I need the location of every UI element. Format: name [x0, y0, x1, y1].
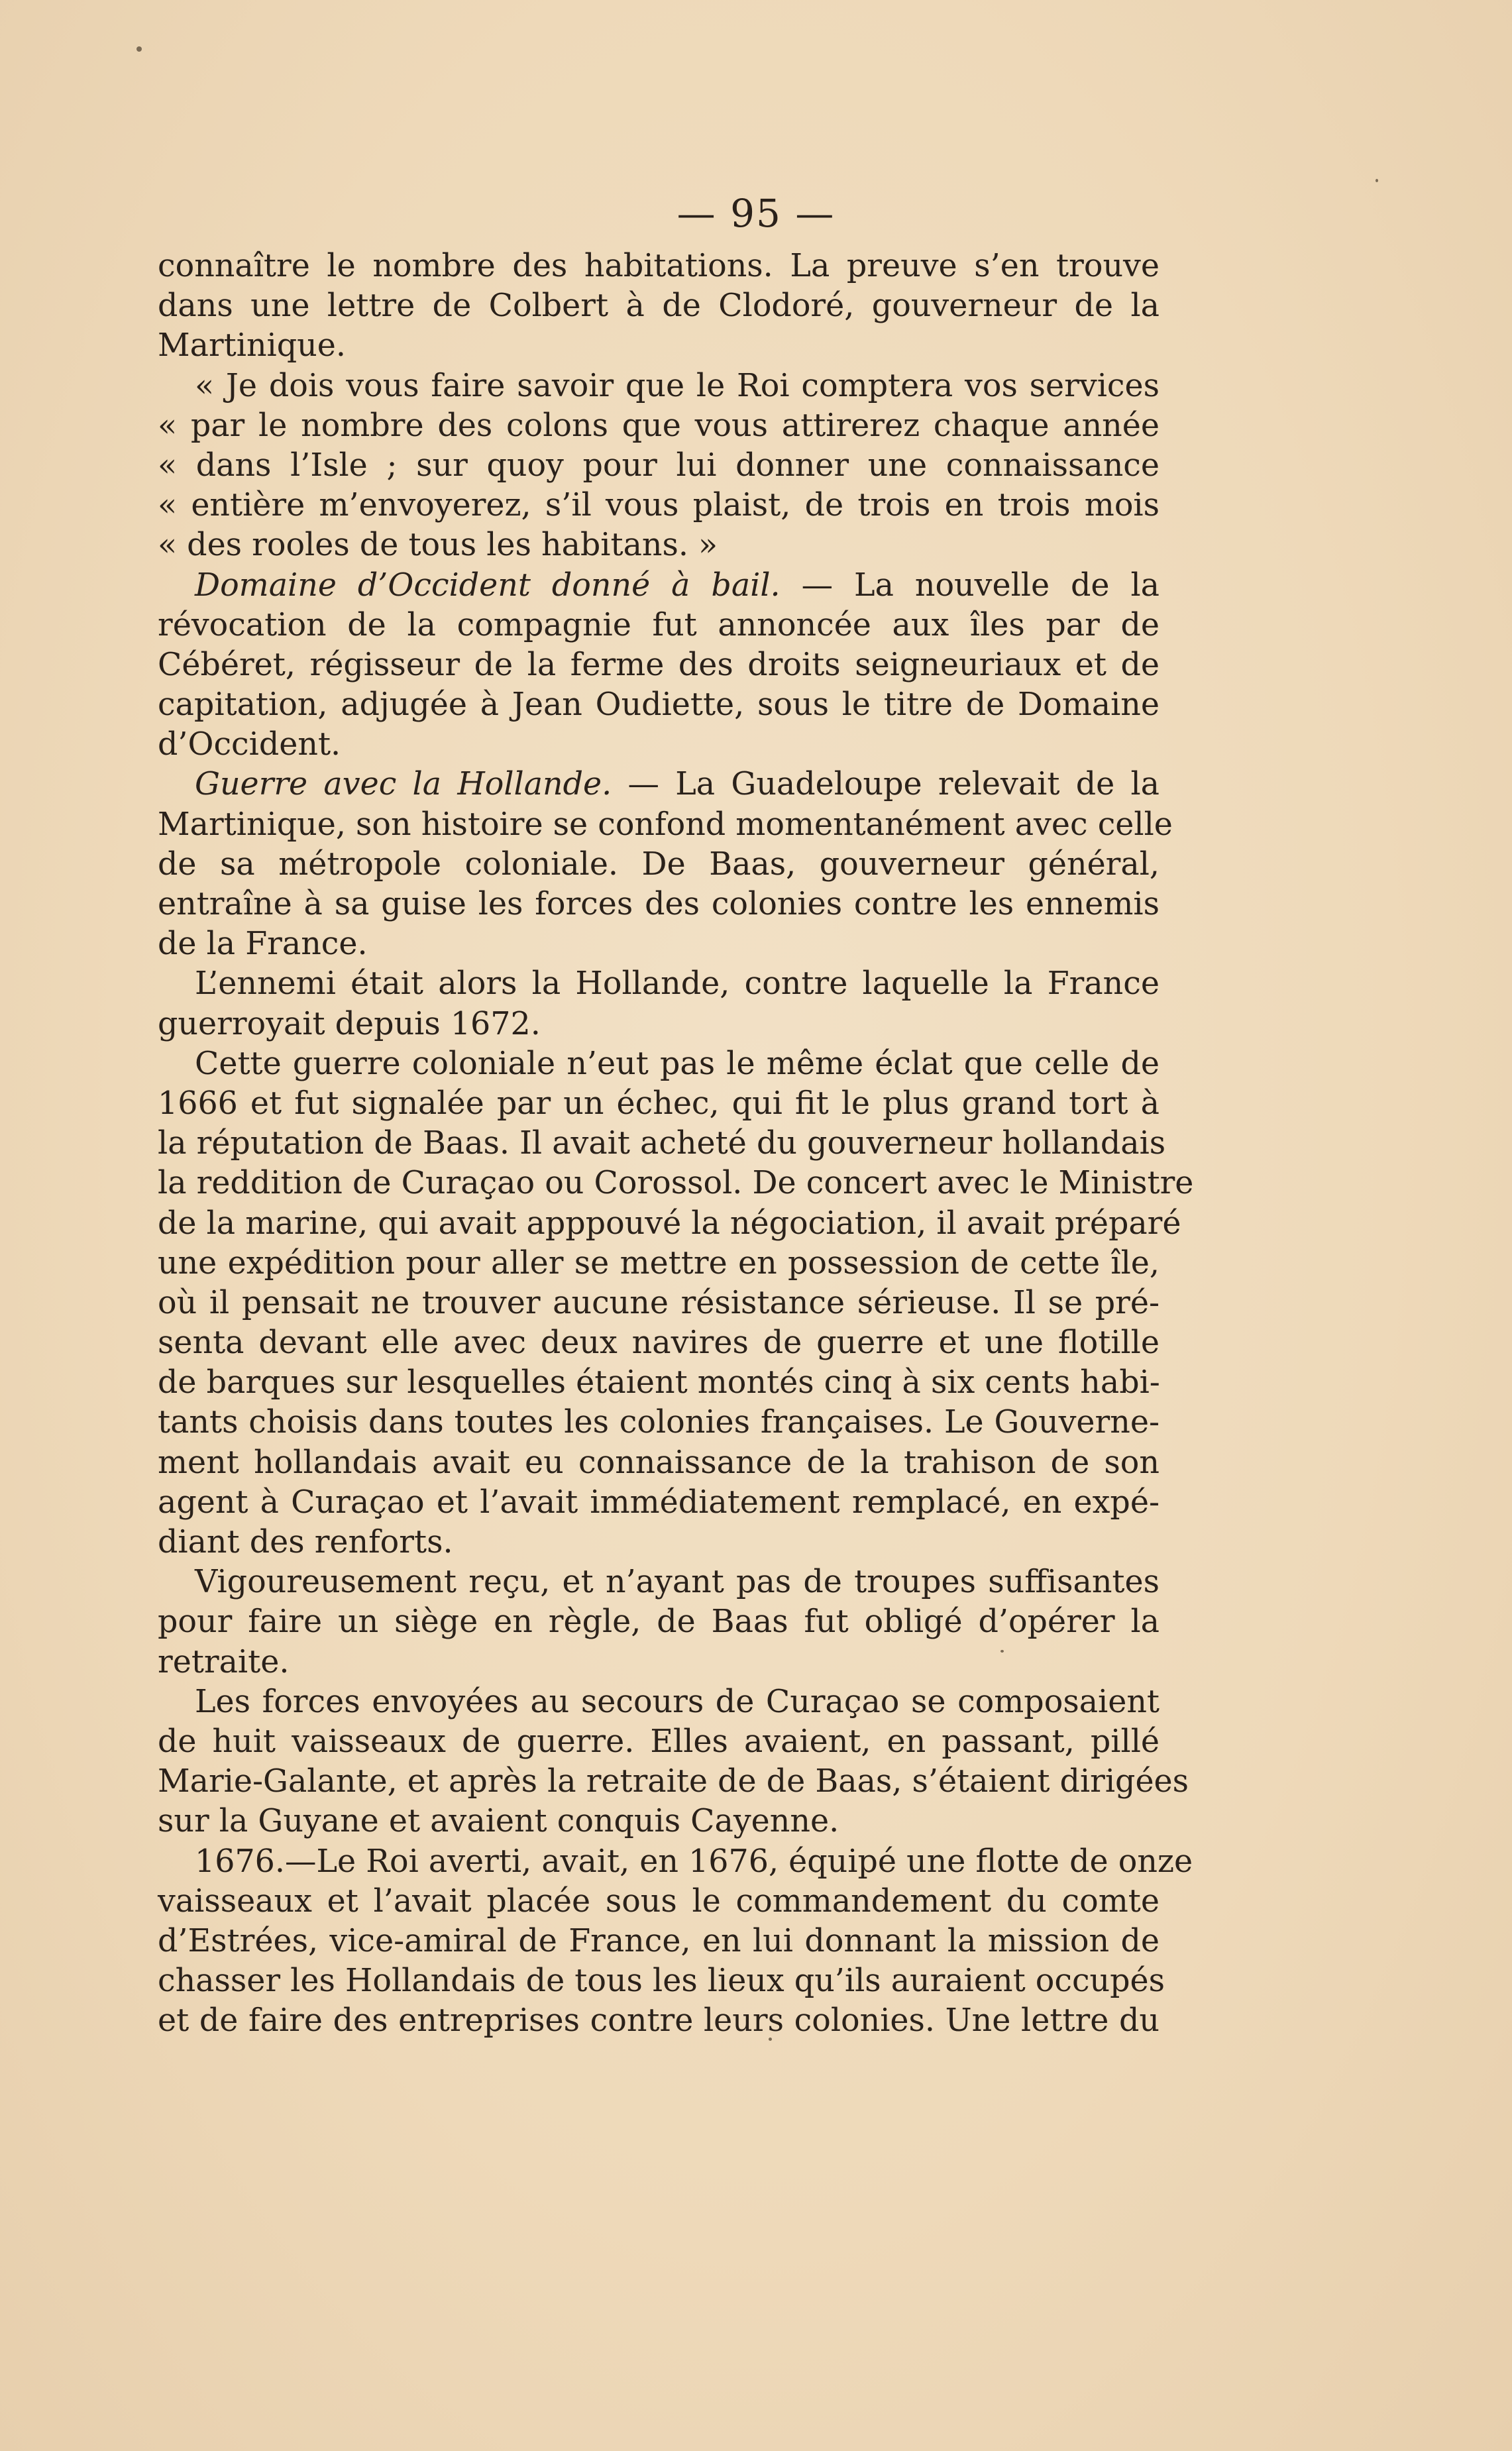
- text-line: [158, 366, 1160, 406]
- text-line: [158, 964, 1160, 1004]
- text-line: [158, 1124, 1166, 1164]
- text-line: [158, 2001, 1160, 2041]
- text-line: [158, 1005, 1160, 1044]
- line-text: de huit vaisseaux de guerre. Elles avaient, en passant, pillé: [158, 1723, 1160, 1760]
- text-line: [158, 446, 1160, 486]
- line-text: « des rooles de tous les habitans. »: [158, 527, 718, 564]
- line-text: la réputation de Baas. Il avait acheté du gouverneur hollandais: [158, 1125, 1166, 1162]
- text-line: [158, 765, 1160, 804]
- line-text: guerroyait depuis 1672.: [158, 1005, 541, 1042]
- line-text: Martinique.: [158, 327, 346, 364]
- text-line: [158, 1922, 1160, 1961]
- line-text: dans une lettre de Colbert à de Clodoré, gouverneur de la: [158, 288, 1160, 325]
- line-text: 1666 et fut signalée par un échec, qui fit le plus grand tort à: [158, 1085, 1160, 1122]
- text-line: [158, 725, 1160, 765]
- text-line: [158, 1722, 1160, 1762]
- section-heading: Domaine d’Occident donné à bail.: [195, 567, 781, 604]
- line-text: chasser les Hollandais de tous les lieux qu’ils auraient occupés: [158, 1963, 1165, 2000]
- text-line: [158, 1483, 1160, 1523]
- line-text: une expédition pour aller se mettre en possession de cette île,: [158, 1244, 1160, 1281]
- line-text: senta devant elle avec deux navires de guerre et une flotille: [158, 1325, 1160, 1362]
- text-line: [158, 326, 1160, 366]
- text-line: [158, 1961, 1165, 2001]
- line-text: de sa métropole coloniale. De Baas, gouverneur général,: [158, 845, 1160, 883]
- text-line: [158, 486, 1160, 525]
- line-text: retraite.: [158, 1643, 290, 1680]
- text-line: [158, 1443, 1160, 1483]
- text-line: [158, 1523, 1160, 1562]
- line-text: ment hollandais avait eu connaissance de la trahison de son: [158, 1444, 1160, 1481]
- text-line: [158, 1164, 1194, 1203]
- line-text: diant des renforts.: [158, 1524, 453, 1560]
- text-line: [158, 1204, 1181, 1244]
- line-text: Les forces envoyées au secours de Curaçao se composaient: [195, 1683, 1160, 1720]
- page-number: — 95 —: [676, 191, 836, 236]
- line-text: et de faire des entreprises contre leurs colonies. Une lettre du: [158, 2002, 1160, 2040]
- line-text: de la France.: [158, 926, 368, 963]
- text-line: [158, 1682, 1160, 1722]
- line-text: — La nouvelle de la: [780, 567, 1160, 604]
- text-line: [158, 685, 1160, 725]
- text-line: [158, 1882, 1160, 1922]
- line-text: L’ennemi était alors la Hollande, contre laquelle la France: [195, 965, 1160, 1003]
- line-text: de la marine, qui avait apppouvé la négociation, il avait préparé: [158, 1205, 1181, 1242]
- text-line: [158, 845, 1160, 885]
- line-text: — La Guadeloupe relevait de la: [612, 766, 1160, 803]
- text-line: [158, 1802, 1160, 1841]
- line-text: la reddition de Curaçao ou Corossol. De concert avec le Ministre: [158, 1165, 1194, 1202]
- line-text: sur la Guyane et avaient conquis Cayenne.: [158, 1803, 839, 1840]
- text-line: [158, 1323, 1160, 1363]
- text-line: [158, 1562, 1160, 1602]
- line-text: « entière m’envoyerez, s’il vous plaist, de trois en trois mois: [158, 487, 1160, 524]
- line-text: d’Estrées, vice-amiral de France, en lui donnant la mission de: [158, 1922, 1160, 1959]
- text-line: [158, 1842, 1193, 1882]
- text-line: [158, 286, 1160, 326]
- section-heading: Guerre avec la Hollande.: [195, 766, 612, 803]
- line-text: « par le nombre des colons que vous attirerez chaque année: [158, 407, 1160, 444]
- line-text: agent à Curaçao et l’avait immédiatement remplacé, en expé-: [158, 1484, 1160, 1521]
- text-line: [158, 1363, 1160, 1403]
- line-text: « Je dois vous faire savoir que le Roi comptera vos services: [195, 367, 1160, 404]
- text-line: [158, 1283, 1160, 1323]
- paper-speck: [1376, 179, 1378, 182]
- line-text: entraîne à sa guise les forces des colonies contre les ennemis: [158, 886, 1160, 922]
- text-line: [158, 406, 1160, 446]
- text-line: [158, 805, 1173, 845]
- line-text: Vigoureusement reçu, et n’ayant pas de troupes suffisantes: [195, 1564, 1160, 1601]
- text-line: [158, 924, 1160, 964]
- line-text: vaisseaux et l’avait placée sous le commandement du comte: [158, 1882, 1160, 1920]
- line-text: connaître le nombre des habitations. La preuve s’en trouve: [158, 248, 1160, 284]
- line-text: capitation, adjugée à Jean Oudiette, sous le titre de Domaine: [158, 686, 1160, 724]
- line-text: Cette guerre coloniale n’eut pas le même éclat que celle de: [195, 1045, 1160, 1082]
- text-line: [158, 885, 1160, 924]
- text-line: [158, 1762, 1189, 1802]
- line-text: pour faire un siège en règle, de Baas fut obligé d’opérer la: [158, 1604, 1160, 1641]
- line-text: où il pensait ne trouver aucune résistance sérieuse. Il se pré-: [158, 1284, 1160, 1321]
- text-line: [158, 1602, 1160, 1642]
- line-text: d’Occident.: [158, 726, 341, 763]
- text-line: [158, 1044, 1160, 1084]
- text-line: [158, 566, 1160, 606]
- line-text: « dans l’Isle ; sur quoy pour lui donner une connaissance: [158, 447, 1160, 484]
- line-text: révocation de la compagnie fut annoncée aux îles par de: [158, 606, 1160, 643]
- text-line: [158, 246, 1160, 286]
- line-text: de barques sur lesquelles étaient montés cinq à six cents habi-: [158, 1364, 1160, 1401]
- body-text: [158, 246, 1194, 2041]
- line-text: Marie-Galante, et après la retraite de de Baas, s’étaient dirigées: [158, 1763, 1189, 1800]
- paper-speck: [136, 46, 142, 52]
- text-line: [158, 1403, 1160, 1443]
- line-text: tants choisis dans toutes les colonies françaises. Le Gouverne-: [158, 1404, 1160, 1441]
- line-text: 1676.—Le Roi averti, avait, en 1676, équipé une flotte de onze: [195, 1843, 1193, 1880]
- text-line: [158, 525, 1160, 565]
- text-line: [158, 1643, 1160, 1682]
- line-text: Martinique, son histoire se confond momentanément avec celle: [158, 806, 1173, 843]
- text-line: [158, 606, 1160, 645]
- line-text: Cébéret, régisseur de la ferme des droits seigneuriaux et de: [158, 646, 1160, 683]
- text-line: [158, 1084, 1160, 1124]
- text-line: [158, 1244, 1160, 1283]
- text-line: [158, 645, 1160, 685]
